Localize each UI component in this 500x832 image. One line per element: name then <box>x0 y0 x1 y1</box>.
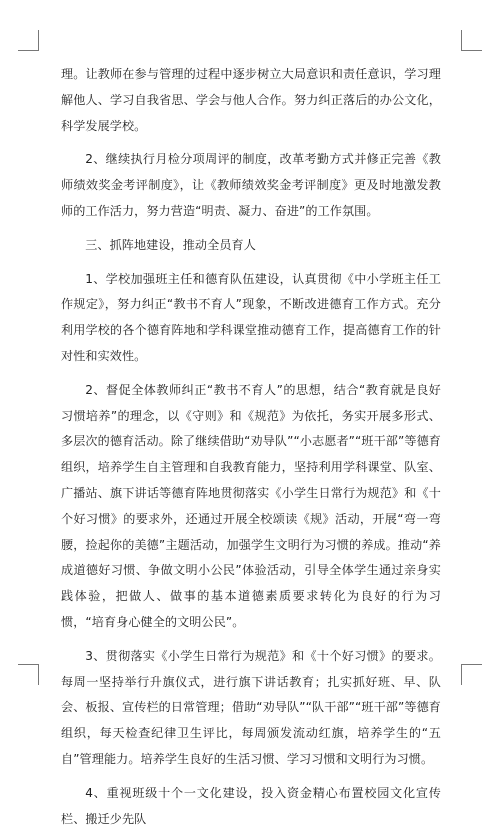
document-body <box>61 62 441 832</box>
crop-mark-top-left <box>18 30 39 51</box>
crop-mark-bottom-right <box>461 664 482 685</box>
paragraph-item-2-teachers: 2、督促全体教师纠正“教书不育人”的思想，结合“教育就是良好习惯培养”的理念，以《守则》和《规范》为依托，务实开展多形式、多层次的德育活动。除了继续借助“劝导队”“小志愿者”“班干部”等德育组织，培养学生自主管理和自我教育能力，坚持利用学科课堂、队室、广播站、旗下讲话等德育阵地贯彻落实《小学生日常行为规范》和《十个好习惯》的要求外，还通过开展全校颂读《规》活动，开展“弯一弯腰，捡起你的美德”主题活动，加强学生文明行为习惯的养成。推动“养成道德好习惯、争做文明小公民”体验活动，引导全体学生通过亲身实践体验，把做人、做事的基本道德素质要求转化为良好的行为习惯，“培育身心健全的文明公民”。 <box>61 382 441 629</box>
paragraph-item-1-teams: 1、学校加强班主任和德育队伍建设，认真贯彻《中小学班主任工作规定》，努力纠正“教书不育人”现象，不断改进德育工作方式。充分利用学校的各个德育阵地和学科课堂推动德育工作，提高德育工作的针对性和实效性。 <box>61 271 441 363</box>
crop-mark-top-right <box>461 30 482 51</box>
paragraph-continuation: 理。让教师在参与管理的过程中逐步树立大局意识和责任意识，学习理解他人、学习自我省思、学会与他人合作。努力纠正落后的办公文化，科学发展学校。 <box>61 67 441 133</box>
crop-mark-bottom-left <box>18 664 39 685</box>
paragraph-item-3-norms: 3、贯彻落实《小学生日常行为规范》和《十个好习惯》的要求。每周一坚持举行升旗仪式，进行旗下讲话教育；扎实抓好班、早、队会、板报、宣传栏的日常管理；借助“劝导队”“队干部”“班干部”等德育组织，每天检查纪律卫生评比，每周颁发流动红旗，培养学生的“五自”管理能力。培养学生良好的生活习惯、学习习惯和文明行为习惯。 <box>61 648 441 766</box>
paragraph-item-2-assessment: 2、继续执行月检分项周评的制度，改革考勤方式并修正完善《教师绩效奖金考评制度》，让《教师绩效奖金考评制度》更及时地激发教师的工作活力，努力营造“明责、凝力、奋进”的工作氛围。 <box>61 152 441 218</box>
paragraph-item-4-culture: 4、重视班级十个一文化建设，投入资金精心布置校园文化宣传栏、搬迁少先队 <box>61 785 441 826</box>
section-heading-3: 三、抓阵地建设，推动全员育人 <box>85 237 256 252</box>
